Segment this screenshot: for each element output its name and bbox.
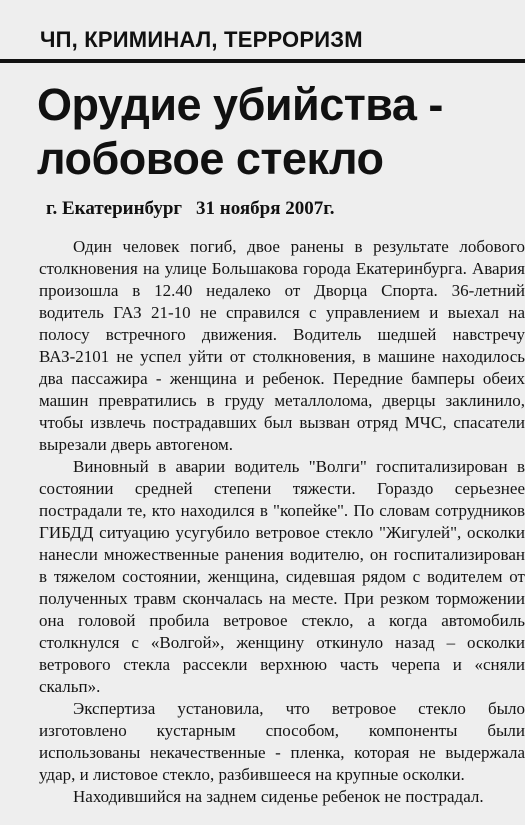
rubric-divider xyxy=(0,59,525,63)
article-paragraph-3: Экспертиза установила, что ветровое стекло было изготовлено кустарным способом, компоненты были использованы некачественные - пленка, которая не выдержала удар, и листовое стекло, разбившееся на крупные осколки. xyxy=(39,699,525,784)
dateline-city: г. Екатеринбург xyxy=(46,198,183,219)
headline-line-1: Орудие убийства - xyxy=(37,79,443,130)
dateline-date: 31 ноября 2007г. xyxy=(196,198,335,219)
article-paragraph-4: Находившийся на заднем сиденье ребенок не пострадал. xyxy=(73,787,484,806)
article-body xyxy=(39,236,525,808)
article-paragraph-1: Один человек погиб, двое ранены в результате лобового столкновения на улице Большакова города Екатеринбурга. Авария произошла в 12.40 недалеко от Дворца Спорта. 36-летний водитель ГАЗ 21-10 не справился с управлением и выехал на полосу встречного движения. Водитель шедшей навстречу ВАЗ-2101 не успел уйти от столкновения, в машине находилось два пассажира - женщина и ребенок. Передние бамперы обеих машин превратились в груду металлолома, дверцы заклинило, чтобы извлечь пострадавших был вызван отряд МЧС, спасатели вырезали дверь автогеном. xyxy=(39,237,525,454)
article-paragraph-2: Виновный в аварии водитель "Волги" госпитализирован в состоянии средней степени тяжести. Гораздо серьезнее пострадали те, кто находился в "копейке". По словам сотрудников ГИБДД ситуацию усугубило ветровое стекло "Жигулей", осколки нанесли множественные ранения водителю, он госпитализирован в тяжелом состоянии, женщина, сидевшая рядом с водителем от полученных травм скончалась на месте. При резком торможении она головой пробила ветровое стекло, а когда автомобиль столкнулся с «Волгой», женщину откинуло назад – осколки ветрового стекла рассекли верхнюю часть черепа и «сняли скальп». xyxy=(39,457,525,696)
headline-line-2: лобовое стекло xyxy=(37,133,384,184)
dateline xyxy=(46,198,334,220)
article-headline xyxy=(37,78,517,186)
section-rubric: ЧП, КРИМИНАЛ, ТЕРРОРИЗМ xyxy=(40,27,363,52)
